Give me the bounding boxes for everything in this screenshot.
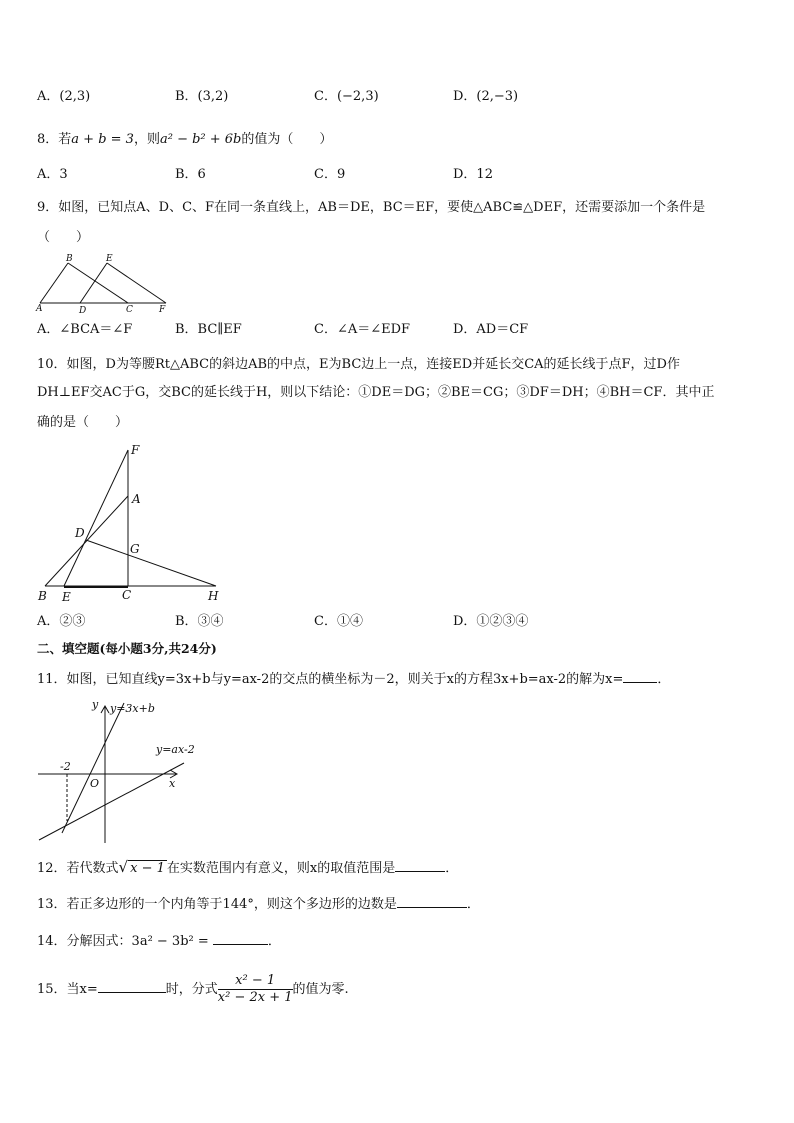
q9-option-b: B．BC∥EF	[175, 322, 242, 337]
q11-figure	[36, 695, 226, 845]
section-heading: 二、填空题(每小题3分,共24分)	[37, 641, 217, 656]
radical-sign: √	[118, 858, 129, 876]
q11-line-3x-plus-b	[62, 703, 124, 833]
q11-label-line1: y=3x+b	[110, 702, 155, 715]
q14-stem	[37, 932, 281, 951]
q11-label-y: y	[92, 698, 99, 711]
q10-option-a: A．②③	[37, 614, 86, 629]
q9-label-e: E	[106, 254, 113, 264]
q8-expression: a² − b² + 6b	[159, 132, 242, 147]
q10-option-c: C．①④	[314, 614, 363, 629]
q11-line-ax-minus-2	[39, 763, 184, 840]
q15-denominator: x² − 2x + 1	[217, 990, 293, 1005]
q13-stem	[37, 895, 480, 914]
q10-label-d: D	[75, 526, 85, 540]
q9-figure	[36, 252, 171, 316]
q10-label-f: F	[131, 443, 140, 457]
q9-label-a: A	[36, 304, 43, 314]
q11-label-line2: y=ax-2	[156, 743, 195, 756]
q9-label-d: D	[79, 306, 87, 316]
q9-stem-line1: 9．如图，已知点A、D、C、F在同一条直线上，AB＝DE，BC＝EF，要使△ABC≌△DEF，还需要添加一个条件是	[37, 200, 706, 215]
q13-answer-blank	[397, 895, 467, 908]
q8-option-b: B．6	[175, 167, 206, 182]
q10-label-a: A	[132, 492, 141, 506]
q10-label-h: H	[208, 589, 219, 603]
q10-option-d: D．①②③④	[453, 614, 529, 629]
q14-answer-blank	[213, 932, 268, 945]
q9-label-c: C	[126, 305, 133, 315]
q10-stem-line3: 确的是（ ）	[37, 415, 129, 430]
q9-option-c: C．∠A＝∠EDF	[314, 322, 411, 337]
q10-option-b: B．③④	[175, 614, 224, 629]
q15-fraction	[218, 973, 293, 1006]
q10-label-e: E	[62, 590, 71, 604]
q15-stem	[37, 973, 349, 1007]
q12-stem	[37, 858, 458, 878]
q9-segment-ef	[107, 263, 166, 303]
q15-after: 的值为零.	[292, 982, 349, 997]
q10-line-dh	[86, 540, 216, 586]
q9-segment-de	[80, 263, 107, 303]
q10-label-c: C	[122, 588, 132, 602]
q9-segment-ab	[40, 263, 68, 303]
q11-label-minus2: -2	[60, 760, 71, 773]
q13-end: ．	[466, 897, 480, 912]
q8-option-a: A．3	[37, 167, 68, 182]
q12-radicand: x − 1	[130, 861, 165, 876]
q11-end: ．	[657, 672, 671, 687]
q10-stem-line2: DH⊥EF交AC于G，交BC的延长线于H，则以下结论：①DE＝DG；②BE＝CG；③DF＝DH；④BH＝CF．其中正	[37, 385, 715, 400]
q8-stem	[37, 131, 332, 149]
q9-segment-bc	[68, 263, 128, 303]
q11-label-x: x	[169, 777, 176, 790]
q11-label-origin: O	[90, 777, 100, 790]
q9-label-b: B	[66, 254, 73, 264]
q8-option-d: D．12	[453, 167, 493, 182]
q10-line-ef	[64, 450, 128, 586]
q7-option-c: C．(−2,3)	[314, 89, 379, 104]
q11-stem	[37, 670, 670, 689]
q15-before: 15．当x=	[37, 982, 98, 997]
q8-prefix: 8．若	[37, 132, 72, 147]
q14-before: 14．分解因式：3a² − 3b² =	[37, 934, 209, 949]
q9-option-a: A．∠BCA＝∠F	[37, 322, 133, 337]
q14-end: ．	[267, 934, 281, 949]
q7-option-d: D．(2,−3)	[453, 89, 519, 104]
q8-mid: ，则	[133, 132, 160, 147]
q15-answer-blank-1	[98, 980, 166, 993]
q8-option-c: C．9	[314, 167, 346, 182]
q8-condition: a + b = 3	[71, 132, 134, 147]
q9-option-d: D．AD＝CF	[453, 322, 529, 337]
q11-text: 11．如图，已知直线y=3x+b与y=ax-2的交点的横坐标为－2，则关于x的方程3x+b=ax-2的解为x=	[37, 672, 624, 687]
q10-label-b: B	[38, 589, 47, 603]
q12-before: 12．若代数式	[37, 861, 119, 876]
q12-after: 在实数范围内有意义，则x的取值范围是	[166, 861, 396, 876]
q13-before: 13．若正多边形的一个内角等于144°，则这个多边形的边数是	[37, 897, 397, 912]
q11-answer-blank	[623, 670, 657, 683]
q12-end: ．	[445, 861, 459, 876]
q9-label-f: F	[159, 305, 166, 315]
q10-figure	[36, 440, 226, 605]
q10-stem-line1: 10．如图，D为等腰Rt△ABC的斜边AB的中点，E为BC边上一点，连接ED并延长交CA的延长线于点F，过D作	[37, 357, 680, 372]
q10-segment-ba	[45, 496, 128, 586]
q9-stem-line2: （ ）	[37, 230, 90, 245]
q8-suffix: 的值为（ ）	[241, 132, 333, 147]
q12-answer-blank	[395, 859, 445, 872]
q15-mid: 时，分式	[165, 982, 218, 997]
q7-option-a: A．(2,3)	[37, 89, 91, 104]
q15-numerator: x² − 1	[218, 973, 293, 990]
q10-label-g: G	[130, 542, 140, 556]
q7-option-b: B．(3,2)	[175, 89, 229, 104]
